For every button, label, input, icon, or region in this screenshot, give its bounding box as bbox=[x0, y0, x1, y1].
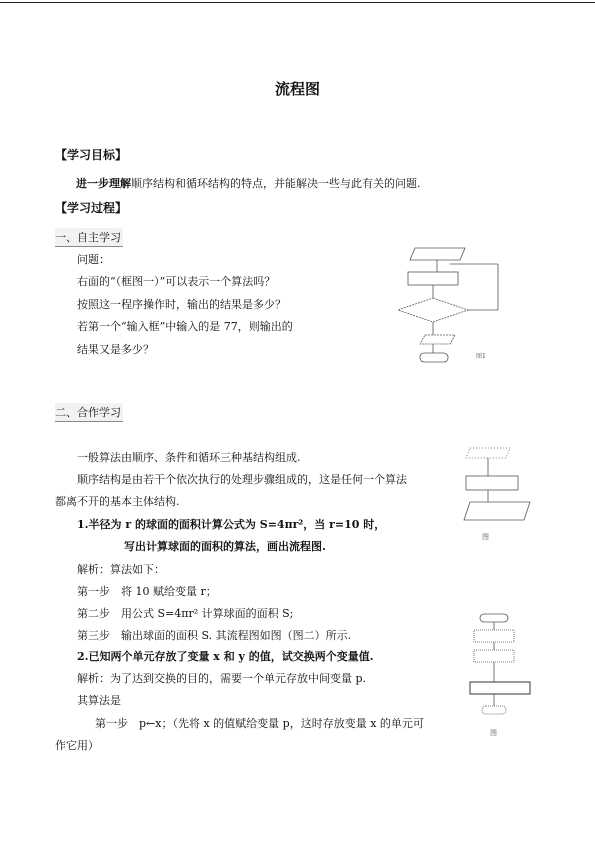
intro-line-2: 顺序结构是由若干个依次执行的处理步骤组成的，这是任何一个算法 bbox=[77, 473, 407, 486]
figure-3-label: 图 bbox=[490, 729, 497, 737]
question-2-line-1: 2.已知两个单元存放了变量 x 和 y 的值，试交换两个变量值. bbox=[77, 650, 374, 663]
question-1-step-2: 第二步 用公式 S=4πr² 计算球面的面积 S; bbox=[77, 607, 294, 620]
flowchart-figure-3 bbox=[462, 610, 537, 737]
question-2-step-1-continued: 作它用） bbox=[55, 739, 99, 752]
goals-text-bold: 进一步理解 bbox=[76, 177, 131, 190]
figure-2-label: 图 bbox=[482, 533, 489, 541]
question-2-solution: 解析：为了达到交换的目的，需要一个单元存放中间变量 p. bbox=[77, 672, 367, 685]
question-1-step-1: 第一步 将 10 赋给变量 r； bbox=[77, 585, 217, 598]
intro-line-3: 都离不开的基本主体结构. bbox=[55, 495, 180, 508]
section1-line-2: 右面的“（框图一）”可以表示一个算法吗？ bbox=[77, 275, 276, 288]
section1-heading: 一、自主学习 bbox=[55, 228, 123, 247]
intro-line-1: 一般算法由顺序、条件和循环三种基结构组成. bbox=[77, 451, 301, 464]
goals-heading: 【学习目标】 bbox=[55, 148, 128, 162]
goals-text-rest: 顺序结构和循环结构的特点，并能解决一些与此有关的问题. bbox=[131, 177, 421, 190]
page-title: 流程图 bbox=[274, 80, 320, 98]
section2-heading: 二、合作学习 bbox=[55, 403, 123, 422]
question-1-step-3: 第三步 输出球面的面积 S. 其流程图如图（图二）所示. bbox=[77, 629, 352, 642]
section1-line-1: 问题： bbox=[77, 253, 110, 266]
flowchart-figure-2 bbox=[460, 440, 535, 541]
goals-text bbox=[76, 175, 421, 191]
question-2-step-1: 第一步 p←x；（先将 x 的值赋给变量 p，这时存放变量 x 的单元可 bbox=[95, 717, 424, 730]
flowchart-figure-1 bbox=[390, 240, 510, 370]
page-top-border bbox=[0, 2, 595, 3]
question-1-line-1: 1.半径为 r 的球面的面积计算公式为 S=4πr²，当 r=10 时， bbox=[77, 518, 386, 531]
question-1-solution: 解析：算法如下： bbox=[77, 563, 165, 576]
section1-line-5: 结果又是多少？ bbox=[77, 343, 154, 356]
process-heading: 【学习过程】 bbox=[55, 201, 128, 215]
section1-line-4: 若第一个“输入框”中输入的是 77，则输出的 bbox=[77, 320, 293, 333]
question-1-line-2: 写出计算球面的面积的算法，画出流程图. bbox=[124, 540, 326, 553]
section1-line-3: 按照这一程序操作时，输出的结果是多少？ bbox=[77, 298, 286, 311]
figure-1-label: 图1 bbox=[476, 353, 486, 360]
question-2-algorithm: 其算法是 bbox=[77, 694, 121, 707]
